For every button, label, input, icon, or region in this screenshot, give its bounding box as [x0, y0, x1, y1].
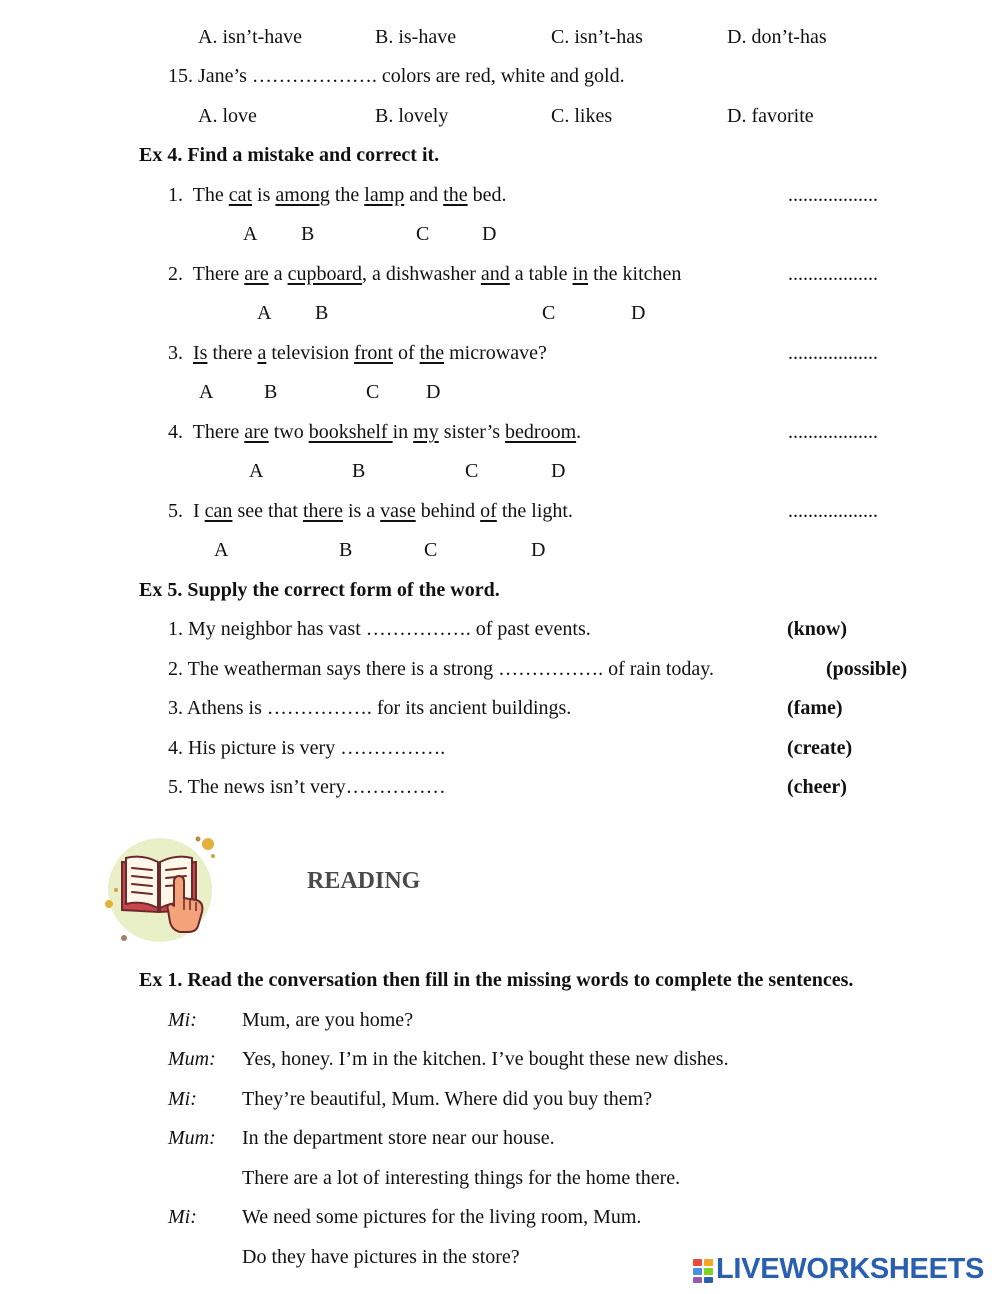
sentence-text: the light. — [496, 500, 573, 522]
option-d-word: the — [443, 184, 468, 206]
option-b-word: bookshelf — [308, 421, 393, 443]
option-a-word: are — [244, 421, 269, 443]
ex5-hint-3: (fame) — [787, 697, 843, 719]
letter-a: A — [199, 381, 214, 403]
option-a-word: are — [244, 263, 269, 285]
ex4-item-4 — [168, 420, 581, 444]
q14-option-a: A. isn’t-have — [198, 26, 303, 48]
ex5-hint-1: (know) — [787, 618, 848, 640]
sentence-text: is a — [342, 500, 381, 522]
answer-blank[interactable]: .................. — [788, 342, 878, 364]
letter-c: C — [465, 460, 479, 482]
letter-b: B — [264, 381, 278, 403]
q14-option-b: B. is-have — [375, 26, 457, 48]
reading-title: READING — [307, 868, 421, 894]
dialogue-line: They’re beautiful, Mum. Where did you buy them? — [242, 1088, 653, 1110]
speaker-label: Mi: — [168, 1206, 197, 1228]
letter-b: B — [315, 302, 329, 324]
letter-d: D — [551, 460, 566, 482]
sentence-text: a table — [509, 263, 573, 285]
ex5-item-4: 4. His picture is very ……………. — [168, 737, 446, 759]
letter-c: C — [416, 223, 430, 245]
sentence-text: , a dishwasher — [362, 263, 481, 285]
sentence-text: there — [207, 342, 258, 364]
option-a-word: cat — [228, 184, 253, 206]
sentence-text: the — [329, 184, 365, 206]
option-b-word: there — [302, 500, 343, 522]
item-number: 4. — [168, 421, 183, 443]
item-number: 2. — [168, 263, 183, 285]
sentence-text: bed. — [467, 184, 507, 206]
sentence-text: television — [266, 342, 355, 364]
q14-option-d: D. don’t-has — [727, 26, 827, 48]
sentence-text: microwave? — [444, 342, 547, 364]
letter-d: D — [426, 381, 441, 403]
letter-c: C — [424, 539, 438, 561]
option-c-word: front — [354, 342, 393, 364]
ex5-item-5: 5. The news isn’t very…………… — [168, 776, 446, 798]
ex5-hint-4: (create) — [787, 737, 853, 759]
sentence-text: see that — [232, 500, 303, 522]
letter-d: D — [531, 539, 546, 561]
sentence-text: sister’s — [438, 421, 506, 443]
letter-a: A — [257, 302, 272, 324]
letter-b: B — [339, 539, 353, 561]
sentence-text: two — [268, 421, 309, 443]
option-c-word: and — [480, 263, 510, 285]
speaker-label: Mi: — [168, 1088, 197, 1110]
q14-option-c: C. isn’t-has — [551, 26, 643, 48]
letter-b: B — [301, 223, 315, 245]
option-b-word: a — [257, 342, 267, 364]
option-a-word: Is — [193, 342, 208, 364]
reading-book-icon — [100, 832, 225, 947]
liveworksheets-logo — [692, 1254, 992, 1286]
letter-a: A — [214, 539, 229, 561]
sentence-text: the kitchen — [588, 263, 682, 285]
option-c-word: lamp — [364, 184, 405, 206]
dialogue-line: Do they have pictures in the store? — [242, 1246, 520, 1268]
dialogue-line: Mum, are you home? — [242, 1009, 414, 1031]
ex4-item-1 — [168, 183, 506, 207]
ex4-title: Ex 4. Find a mistake and correct it. — [139, 144, 440, 166]
option-d-word: in — [572, 263, 589, 285]
sentence-text: The — [192, 184, 229, 206]
ex4-item-2 — [168, 262, 681, 286]
q15-question: 15. Jane’s ………………. colors are red, white and gold. — [168, 65, 625, 87]
answer-blank[interactable]: .................. — [788, 421, 878, 443]
option-a-word: can — [204, 500, 233, 522]
answer-blank[interactable]: .................. — [788, 184, 878, 206]
liveworksheets-logo-text: LIVEWORKSHEETS — [716, 1253, 985, 1285]
letter-d: D — [482, 223, 497, 245]
reading-ex1-title: Ex 1. Read the conversation then fill in the missing words to complete the sentences. — [139, 969, 854, 991]
letter-b: B — [352, 460, 366, 482]
ex5-item-2: 2. The weatherman says there is a strong ……………. of rain today. — [168, 658, 714, 680]
option-d-word: bedroom — [505, 421, 577, 443]
sentence-text: is — [252, 184, 276, 206]
ex4-item-3 — [168, 341, 547, 365]
ex4-item-5 — [168, 499, 573, 523]
q15-option-a: A. love — [198, 105, 257, 127]
letter-a: A — [243, 223, 258, 245]
answer-blank[interactable]: .................. — [788, 263, 878, 285]
letter-a: A — [249, 460, 264, 482]
sentence-text: a — [268, 263, 288, 285]
speaker-label: Mum: — [168, 1127, 216, 1149]
sentence-text: There — [192, 421, 245, 443]
dialogue-line: There are a lot of interesting things for the home there. — [242, 1167, 681, 1189]
option-b-word: among — [275, 184, 330, 206]
option-d-word: of — [480, 500, 497, 522]
liveworksheets-logo-icon — [692, 1258, 714, 1284]
ex5-item-3: 3. Athens is ……………. for its ancient buildings. — [168, 697, 572, 719]
item-number: 3. — [168, 342, 183, 364]
sentence-text: behind — [415, 500, 481, 522]
sentence-text: There — [192, 263, 245, 285]
ex5-hint-2: (possible) — [826, 658, 908, 680]
option-c-word: my — [413, 421, 439, 443]
ex5-hint-5: (cheer) — [787, 776, 847, 798]
q15-option-d: D. favorite — [727, 105, 814, 127]
item-number: 1. — [168, 184, 183, 206]
ex5-title: Ex 5. Supply the correct form of the word. — [139, 579, 500, 601]
sentence-text: . — [576, 421, 582, 443]
sentence-text: of — [392, 342, 420, 364]
dialogue-line: We need some pictures for the living room, Mum. — [242, 1206, 642, 1228]
letter-c: C — [366, 381, 380, 403]
q15-option-b: B. lovely — [375, 105, 449, 127]
sentence-text: in — [392, 421, 414, 443]
q15-option-c: C. likes — [551, 105, 613, 127]
speaker-label: Mi: — [168, 1009, 197, 1031]
dialogue-line: Yes, honey. I’m in the kitchen. I’ve bought these new dishes. — [242, 1048, 729, 1070]
sentence-text: I — [193, 500, 205, 522]
option-b-word: cupboard — [287, 263, 363, 285]
letter-c: C — [542, 302, 556, 324]
dialogue-line: In the department store near our house. — [242, 1127, 555, 1149]
letter-d: D — [631, 302, 646, 324]
sentence-text: and — [404, 184, 444, 206]
option-c-word: vase — [380, 500, 416, 522]
option-d-word: the — [419, 342, 445, 364]
answer-blank[interactable]: .................. — [788, 500, 878, 522]
item-number: 5. — [168, 500, 183, 522]
ex5-item-1: 1. My neighbor has vast ……………. of past events. — [168, 618, 591, 640]
speaker-label: Mum: — [168, 1048, 216, 1070]
